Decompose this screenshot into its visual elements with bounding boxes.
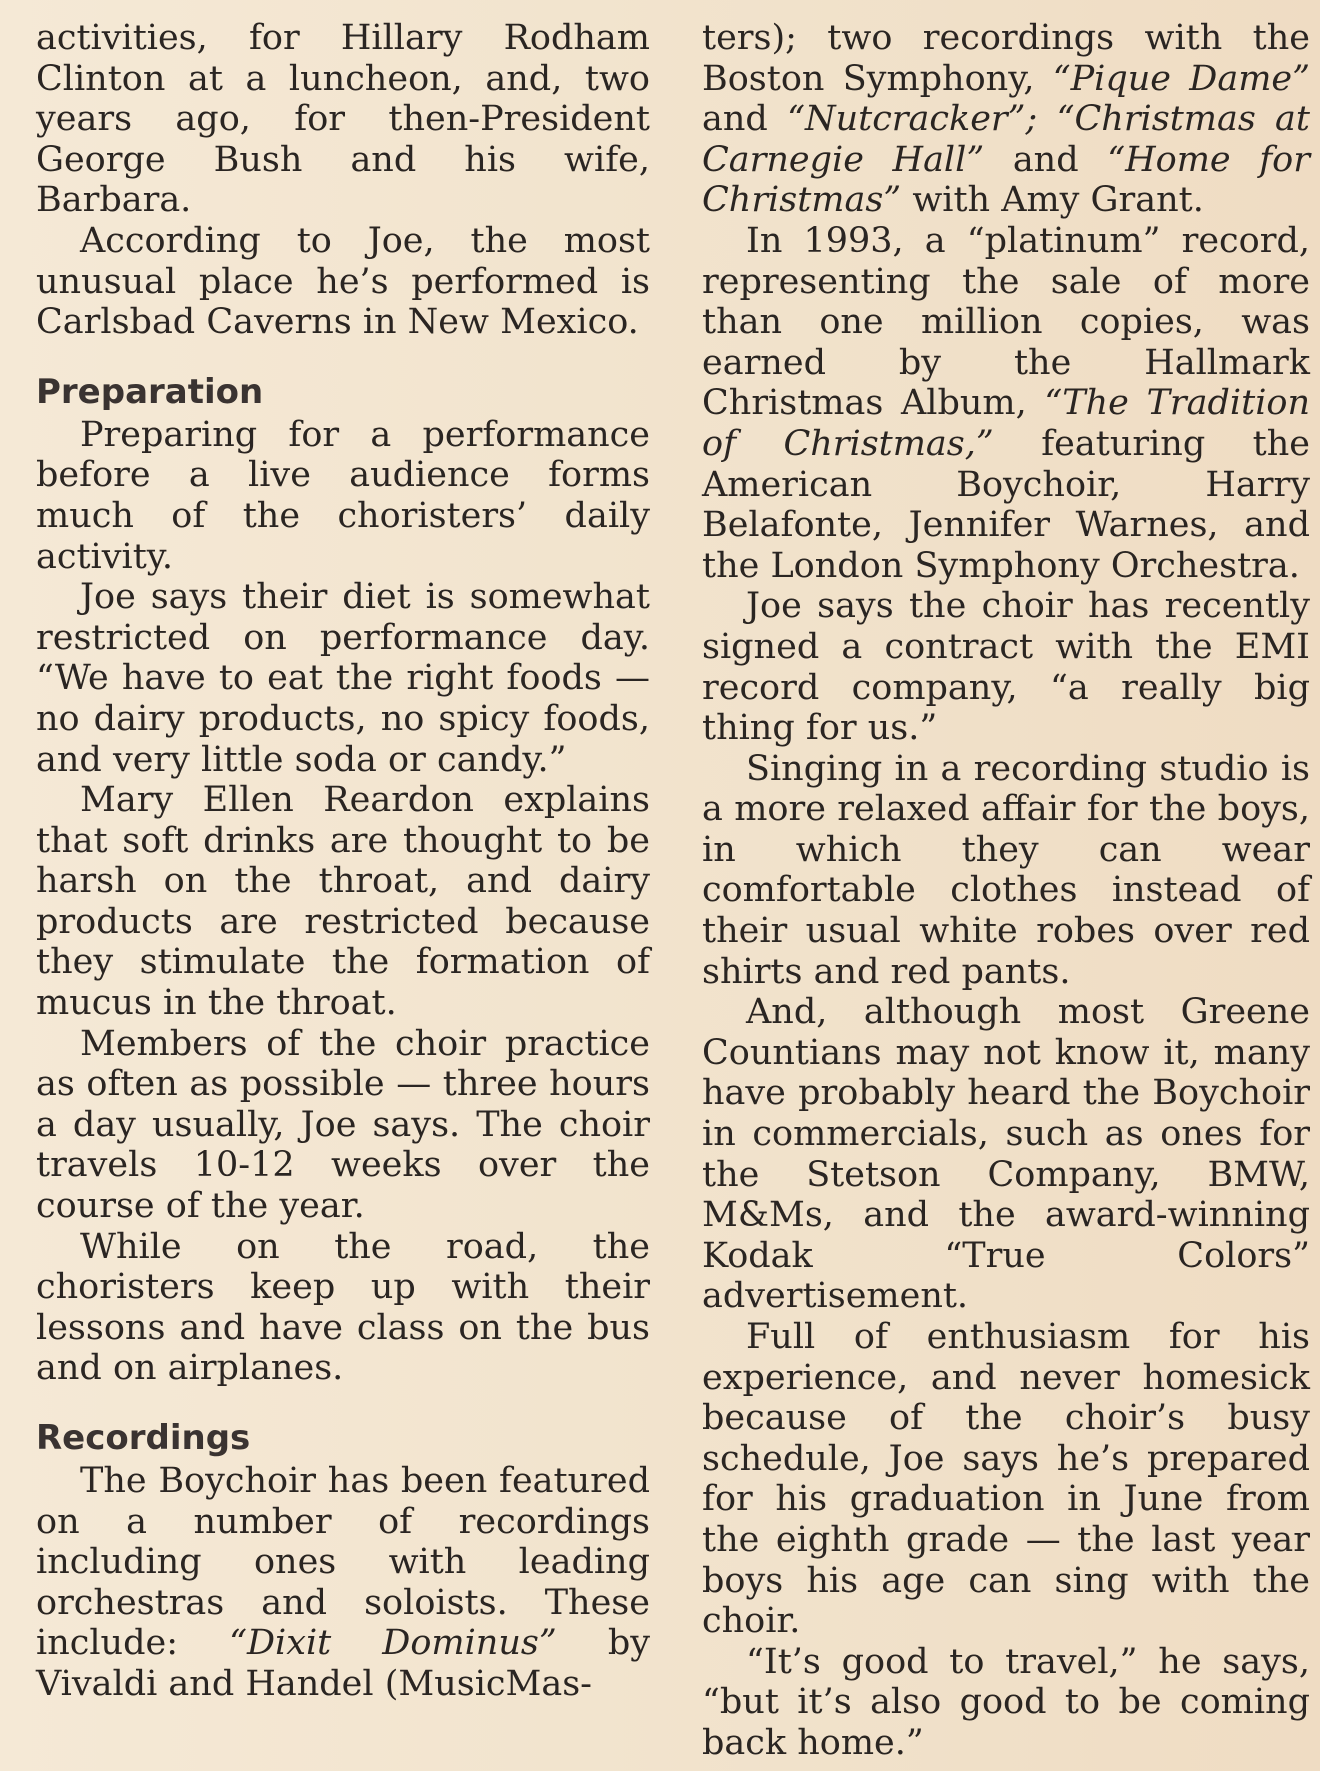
paragraph: Joe says their diet is somewhat restricted on performance day. “We have to eat the right foods — no dairy products, no spicy foods, and very little soda or candy.”: [36, 577, 650, 780]
paragraph: [702, 221, 1310, 586]
paragraph: While on the road, the choristers keep up with their lessons and have class on the bus and on airplanes.: [36, 1226, 650, 1389]
paragraph: Singing in a recording studio is a more relaxed affair for the boys, in which they can wear comfortable clothes instead of their usual white robes over red shirts and red pants.: [702, 748, 1310, 992]
text-run: by Vivaldi and Handel (MusicMas-: [36, 1623, 651, 1704]
paragraph: According to Joe, the most unusual place he’s performed is Carlsbad Caverns in New Mexico.: [36, 220, 650, 343]
left-column: [36, 18, 650, 1705]
text-run: In 1993, a “platinum” record, representing the sale of more than one million copies, was earned by the Hallmark Christmas Album,: [702, 220, 1310, 424]
paragraph: [702, 18, 1310, 221]
paragraph: Preparing for a performance before a live audience forms much of the choristers’ daily activity.: [36, 414, 650, 577]
text-run: featuring the American Boychoir, Harry Belafonte, Jennifer Warnes, and the London Symphony Orchestra.: [702, 423, 1310, 586]
paragraph: activities, for Hillary Rodham Clinton at a luncheon, and, two years ago, for then-President George Bush and his wife, Barbara.: [36, 18, 650, 221]
paragraph: And, although most Greene Countians may not know it, many have probably heard the Boychoir in commercials, such as ones for the Stetson Company, BMW, M&Ms, and the award-winning Kodak “True Colors” advertisement.: [702, 992, 1310, 1317]
paragraph: [36, 1461, 650, 1705]
paragraph: Joe says the choir has recently signed a contract with the EMI record company, “a really big thing for us.”: [702, 586, 1310, 749]
paragraph: Mary Ellen Reardon explains that soft drinks are thought to be harsh on the throat, and dairy products are restricted because they stimulate the formation of mucus in the throat.: [36, 780, 650, 1024]
recording-title: “Dixit Dominus”: [229, 1623, 557, 1664]
recording-title: “The Tradition of Christmas,”: [702, 383, 1310, 464]
recording-title: “Pique Dame”: [1052, 58, 1310, 99]
text-run: with Amy Grant.: [901, 180, 1204, 221]
text-run: The Boychoir has been featured on a number of recordings including ones with leading orchestras and soloists. These include:: [36, 1461, 650, 1664]
page-margin: [1320, 0, 1343, 1771]
paragraph: Full of enthusiasm for his experience, and never homesick because of the choir’s busy schedule, Joe says he’s prepared for his graduation in June from the eighth grade — the last year boys his age can sing with the choir.: [702, 1317, 1310, 1642]
section-heading-preparation: Preparation: [36, 371, 264, 412]
recording-title: “Nutcracker”; “Christmas at Carnegie Hall”: [702, 99, 1310, 180]
paragraph: “It’s good to travel,” he says, “but it’s also good to be coming back home.”: [702, 1641, 1310, 1763]
text-run: and: [702, 99, 788, 140]
recording-title: “Home for Christmas”: [702, 139, 1310, 221]
right-column: [702, 18, 1310, 1764]
text-run: and: [984, 139, 1108, 180]
section-heading-recordings: Recordings: [36, 1418, 251, 1458]
paragraph: Members of the choir practice as often as possible — three hours a day usually, Joe says. The choir travels 10-12 weeks over the course of the year.: [36, 1023, 650, 1227]
text-run: ters); two recordings with the Boston Symphony,: [702, 18, 1310, 99]
